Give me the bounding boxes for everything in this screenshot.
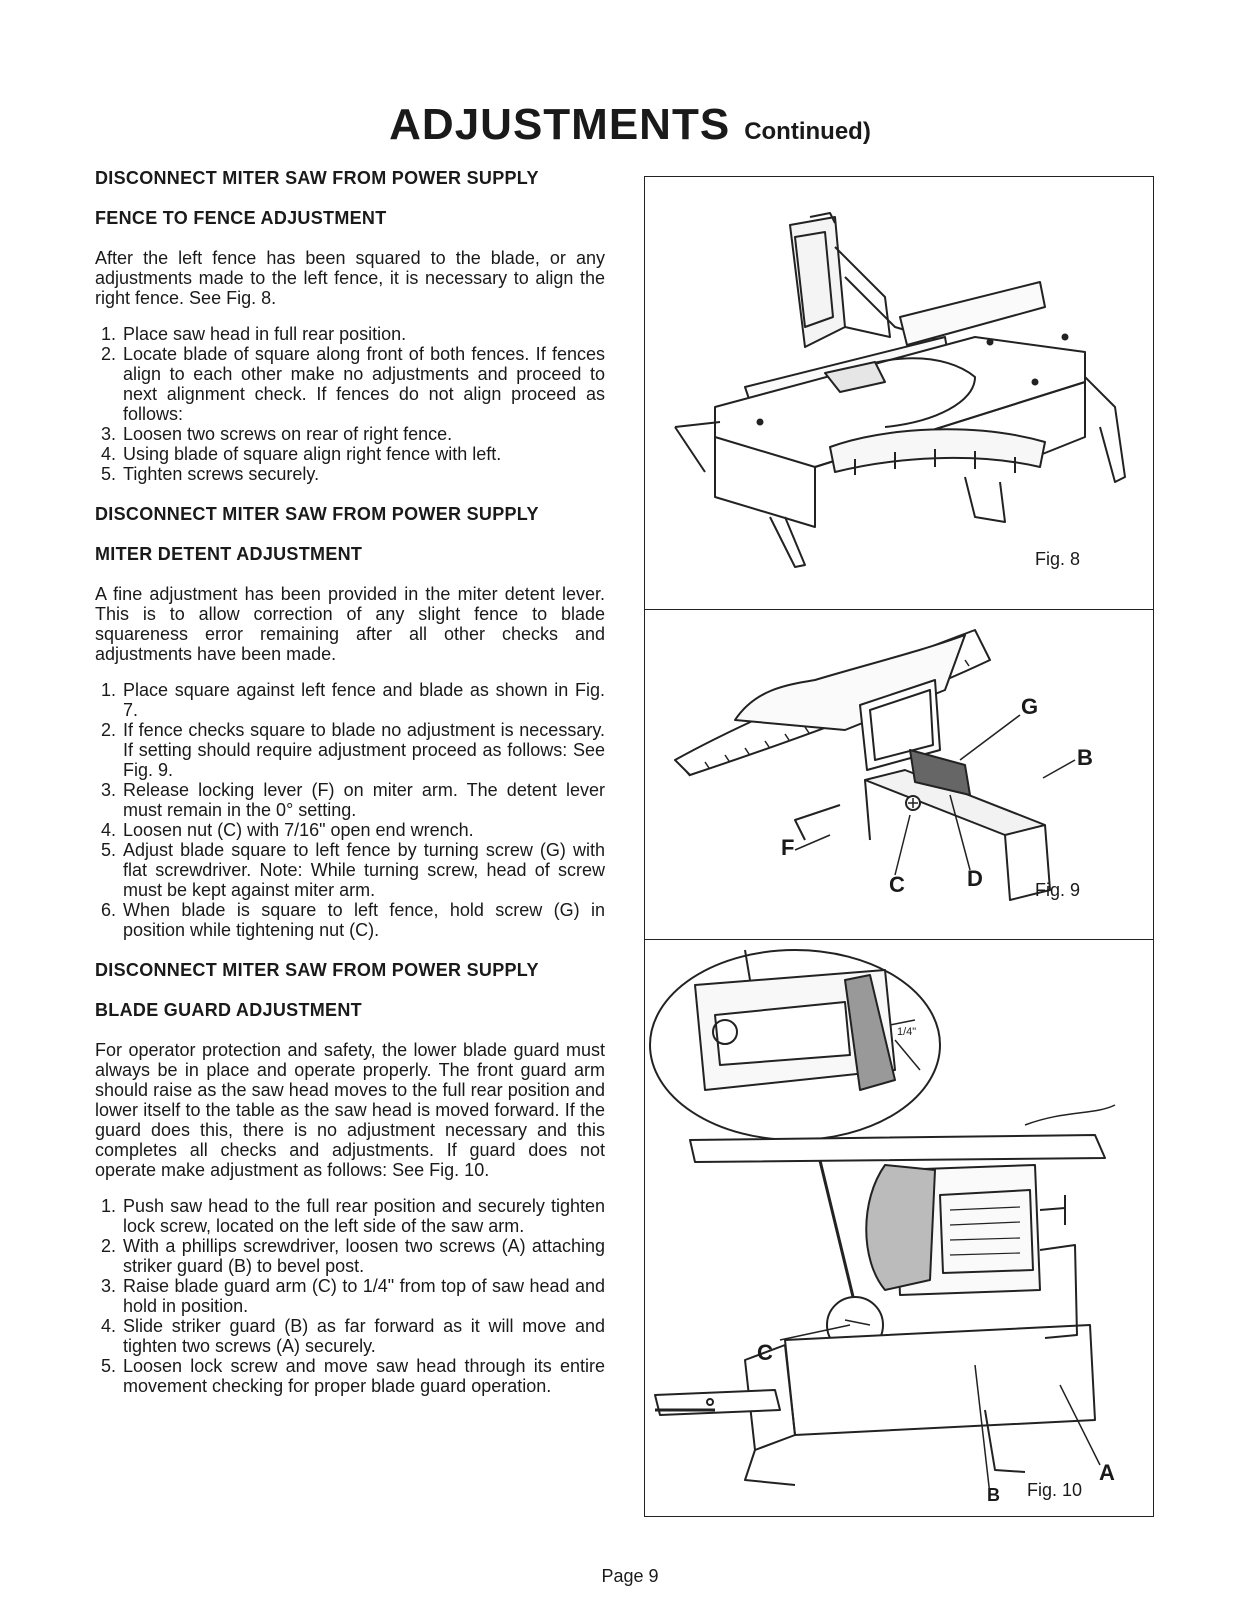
figure-label: Fig. 10 — [1027, 1480, 1083, 1500]
step-item: 1. Place saw head in full rear position. — [121, 324, 605, 344]
instructions-column — [95, 168, 605, 1416]
step-item: 5. Adjust blade square to left fence by turning screw (G) with flat screwdriver. Note: While turning screw, head of screw must be kept against miter arm. — [121, 840, 605, 900]
section-heading: MITER DETENT ADJUSTMENT — [95, 544, 363, 564]
power-warning: DISCONNECT MITER SAW FROM POWER SUPPLY — [95, 960, 539, 980]
steps-list — [95, 680, 605, 940]
step-item: 1. Place square against left fence and blade as shown in Fig. 7. — [121, 680, 605, 720]
section-intro: A fine adjustment has been provided in the miter detent lever. This is to allow correction of any slight fence to blade squareness error remaining after all other checks and adjustments have been made. — [95, 584, 605, 664]
figure-9 — [645, 610, 1153, 940]
step-item: 4. Slide striker guard (B) as far forward as it will move and tighten two screws (A) securely. — [121, 1316, 605, 1356]
step-item: 3. Raise blade guard arm (C) to 1/4" from top of saw head and hold in position. — [121, 1276, 605, 1316]
callout-a: A — [1099, 1460, 1115, 1485]
callout-c: C — [889, 872, 905, 897]
steps-list — [95, 1196, 605, 1396]
section-intro: For operator protection and safety, the lower blade guard must always be in place and operate properly. The front guard arm should raise as the saw head moves to the full rear position and lower itself to the table as the saw head is moved forward. If the guard does this, there is no adjustment necessary and this completes all checks and adjustments. If guard does not operate make adjustment as follows: See Fig. 10. — [95, 1040, 605, 1180]
title-main: ADJUSTMENTS — [389, 100, 731, 149]
callout-c: C — [757, 1340, 773, 1365]
step-item: 6. When blade is square to left fence, hold screw (G) in position while tightening nut (C). — [121, 900, 605, 940]
step-item: 3. Loosen two screws on rear of right fence. — [121, 424, 605, 444]
figure-8 — [645, 177, 1153, 610]
callout-b: B — [987, 1485, 1000, 1505]
section-heading: BLADE GUARD ADJUSTMENT — [95, 1000, 362, 1020]
step-item: 5. Tighten screws securely. — [121, 464, 605, 484]
step-item: 4. Loosen nut (C) with 7/16" open end wrench. — [121, 820, 605, 840]
page-number: Page 9 — [601, 1566, 659, 1586]
blade-guard-illustration — [645, 940, 1152, 1514]
callout-d: D — [967, 866, 983, 891]
callout-b: B — [1077, 745, 1093, 770]
callout-g: G — [1021, 694, 1039, 719]
figure-label: Fig. 8 — [1035, 549, 1081, 569]
power-warning: DISCONNECT MITER SAW FROM POWER SUPPLY — [95, 168, 539, 188]
callout-f: F — [781, 835, 795, 860]
figures-panel — [644, 176, 1154, 1517]
step-item: 4. Using blade of square align right fence with left. — [121, 444, 605, 464]
power-warning: DISCONNECT MITER SAW FROM POWER SUPPLY — [95, 504, 539, 524]
step-item: 3. Release locking lever (F) on miter arm. The detent lever must remain in the 0° setting. — [121, 780, 605, 820]
quarter-inch-text: 1/4" — [897, 1026, 917, 1038]
step-item: 2. If fence checks square to blade no adjustment is necessary. If setting should require adjustment proceed as follows: See Fig. 9. — [121, 720, 605, 780]
step-item: 2. With a phillips screwdriver, loosen two screws (A) attaching striker guard (B) to bevel post. — [121, 1236, 605, 1276]
section-heading: FENCE TO FENCE ADJUSTMENT — [95, 208, 387, 228]
figure-label: Fig. 9 — [1035, 880, 1081, 900]
step-item: 5. Loosen lock screw and move saw head through its entire movement checking for proper blade guard operation. — [121, 1356, 605, 1396]
miter-saw-table-illustration — [645, 177, 1152, 607]
title-continued: Continued) — [744, 118, 871, 145]
steps-list — [95, 324, 605, 484]
figure-10 — [645, 940, 1153, 1516]
step-item: 1. Push saw head to the full rear position and securely tighten lock screw, located on the left side of the saw arm. — [121, 1196, 605, 1236]
section-intro: After the left fence has been squared to the blade, or any adjustments made to the left fence, it is necessary to align the right fence. See Fig. 8. — [95, 248, 605, 308]
page-title — [0, 100, 1260, 150]
step-item: 2. Locate blade of square along front of both fences. If fences align to each other make no adjustments and proceed to next alignment check. If fences do not align proceed as follows: — [121, 344, 605, 424]
